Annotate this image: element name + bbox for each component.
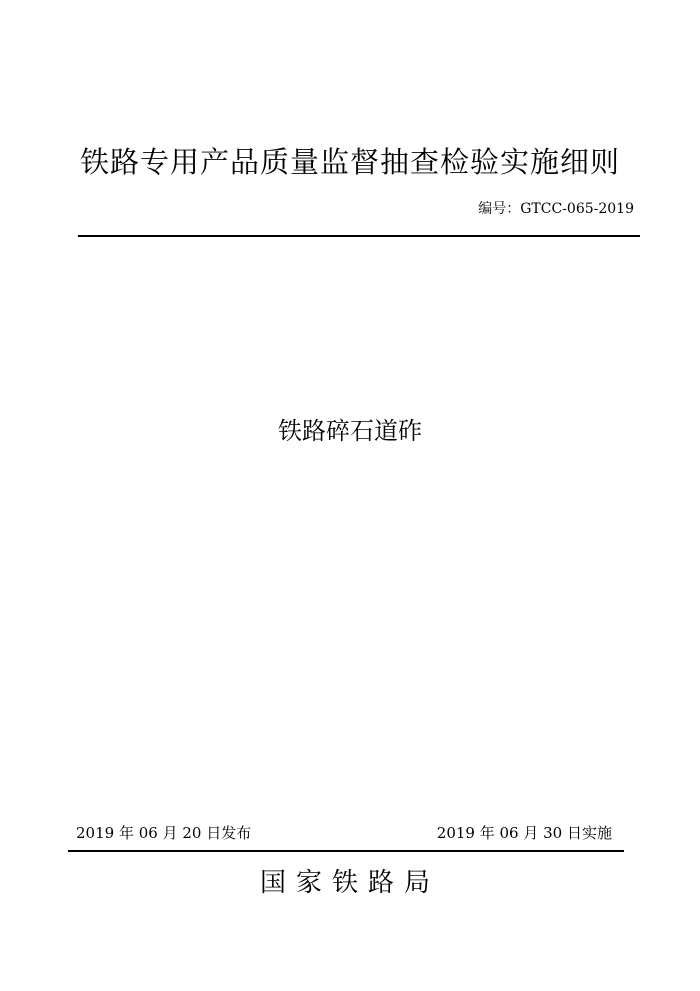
issue-date: 2019 年 06 月 20 日发布 bbox=[76, 824, 252, 842]
bottom-divider bbox=[68, 850, 624, 852]
issuing-authority: 国家铁路局 bbox=[259, 868, 440, 898]
effective-date: 2019 年 06 月 30 日实施 bbox=[436, 824, 612, 842]
top-divider bbox=[78, 235, 640, 237]
document-subject: 铁路碎石道砟 bbox=[278, 417, 422, 445]
document-title: 铁路专用产品质量监督抽查检验实施细则 bbox=[79, 145, 620, 179]
document-code: 编号：GTCC-065-2019 bbox=[478, 201, 634, 217]
